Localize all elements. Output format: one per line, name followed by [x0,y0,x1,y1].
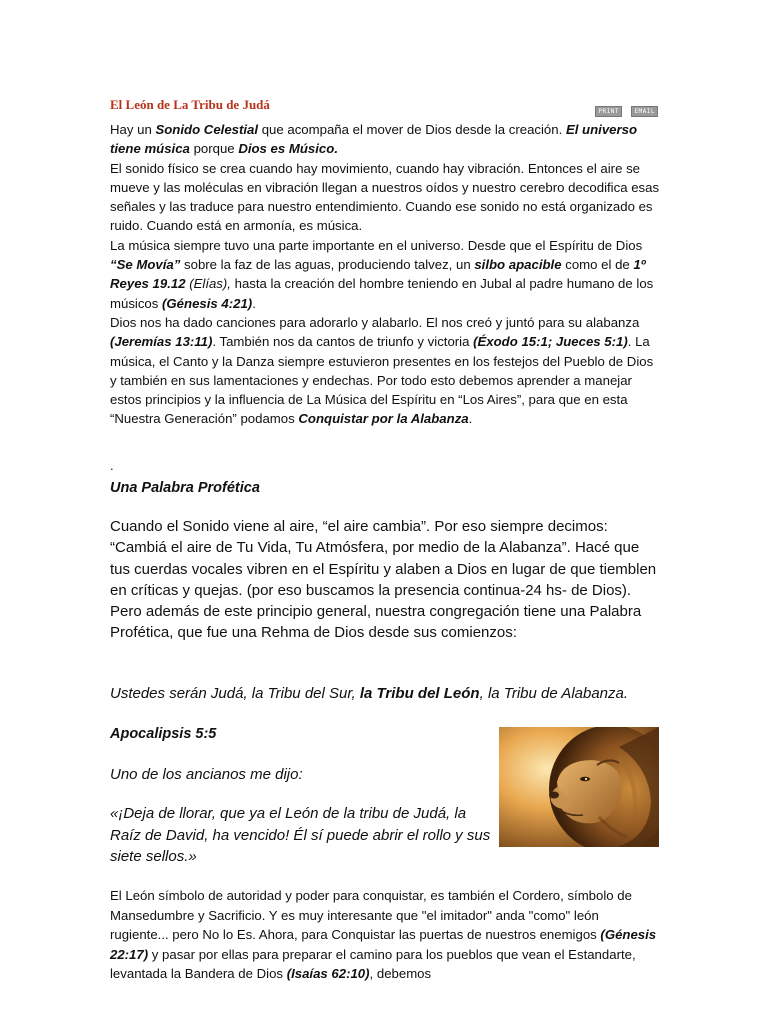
section-heading-apocalipsis: Apocalipsis 5:5 [110,726,217,742]
text: . La música, el Canto y la Danza siempre estuvieron presentes en los festejos del Pueblo de Dios y también en sus lamentaciones y endechas. Por todo esto debemos aprender a manejar estos principios y la influencia de La Música del Espíritu en “Los Aires”, para que en esta “Nuestra Generación” podamos [110,334,654,427]
lion-image [499,727,659,847]
print-button[interactable]: PRINT [595,106,622,117]
prophetic-text [110,516,660,644]
section-heading-prophetic: Una Palabra Profética [110,480,260,496]
title-row [110,97,660,115]
text: Ustedes serán Judá, la Tribu del Sur, [110,685,360,702]
text: y pasar por ellas para preparar el camino para los pueblos que vean el Estandarte, levantada la Bandera de Dios [110,946,636,982]
text: hasta la creación del hombre teniendo en Jubal al padre humano de los músicos [110,276,654,311]
text: , la Tribu de Alabanza. [479,685,629,702]
intro-sentence-1 [110,120,660,159]
separator-dot: . [110,458,114,473]
text: . También nos da cantos de triunfo y victoria [212,334,474,350]
emphasis: “Se Movía” [110,257,181,273]
reference: (Éxodo 15:1; Jueces 5:1) [473,334,628,350]
reference: (Isaías 62:10) [286,966,370,982]
intro-sentence-2: El sonido físico se crea cuando hay movimiento, cuando hay vibración. Entonces el aire se mueve y las moléculas en vibración llegan a nuestros oídos y nuestro cerebro decodifica esas señales y las traduce para nuestro entendimiento. Cuando ese sonido no está organizado es ruido. Cuando está en armonía, es música. [110,160,660,234]
text: , debemos [369,966,432,982]
text: porque [189,141,239,157]
emphasis: El universo tiene música [110,122,638,157]
intro-sentence-4 [110,313,660,429]
reference-note: (Elías), [185,276,231,292]
intro-text [110,120,660,429]
text: Hay un [110,122,156,137]
emphasis: Conquistar por la Alabanza [298,411,469,427]
text: La música siempre tuvo una parte importante en el universo. Desde que el Espíritu de Dios [110,237,643,253]
emphasis: silbo apacible [474,257,562,273]
emphasis: Dios es Músico. [238,141,338,157]
emphasis: Sonido Celestial [155,122,259,137]
text: Dios nos ha dado canciones para adorarlo y alabarlo. El nos creó y juntó para su alabanza [110,314,640,330]
text: sobre la faz de las aguas, produciendo talvez, un [180,257,475,273]
prophetic-paragraph-1: Cuando el Sonido viene al aire, “el aire cambia”. Por eso siempre decimos: “Cambiá el aire de Tu Vida, Tu Atmósfera, por medio de la Alabanza”. Hacé que tus cuerdas vocales vibren en el Espíritu y alaben a Dios en lugar de que tiemblen en críticas y quejas. (por eso buscamos la presencia continua-24 hs- de Dios). [110,518,657,599]
email-button[interactable]: EMAIL [631,106,658,117]
text: . [468,411,473,427]
reference: (Génesis 4:21) [162,295,253,311]
prophetic-paragraph-2: Pero además de este principio general, nuestra congregación tiene una Palabra Profética, que fue una Rehma de Dios desde sus comienzos: [110,603,642,642]
text: El León símbolo de autoridad y poder para conquistar, es también el Cordero, símbolo de Mansedumbre y Sacrificio. Y es muy interesante que "el imitador" anda "como" león rugiente... pero No lo Es. Ahora, para Conquistar las puertas de nuestros enemigos [110,888,632,943]
emphasis: la Tribu del León [359,685,480,702]
reference: 1º Reyes 19.12 [110,257,646,292]
closing-text [110,886,660,984]
intro-sentence-3 [110,236,660,313]
text: . [252,295,256,311]
article-title: El León de La Tribu de Judá [110,97,270,112]
text: como el de [561,257,634,273]
elders-intro: Uno de los ancianos me dijo: [110,766,303,783]
text: que acompaña el mover de Dios desde la creación. [258,122,566,137]
prophetic-quote [110,685,628,702]
reference: (Génesis 22:17) [110,927,657,962]
reference: (Jeremías 13:11) [110,334,213,350]
action-badges [590,100,658,118]
closing-paragraph [110,886,660,984]
scripture-quote: «¡Deja de llorar, que ya el León de la tribu de Judá, la Raíz de David, ha vencido! Él sí puede abrir el rollo y sus siete sellos.» [110,805,491,865]
